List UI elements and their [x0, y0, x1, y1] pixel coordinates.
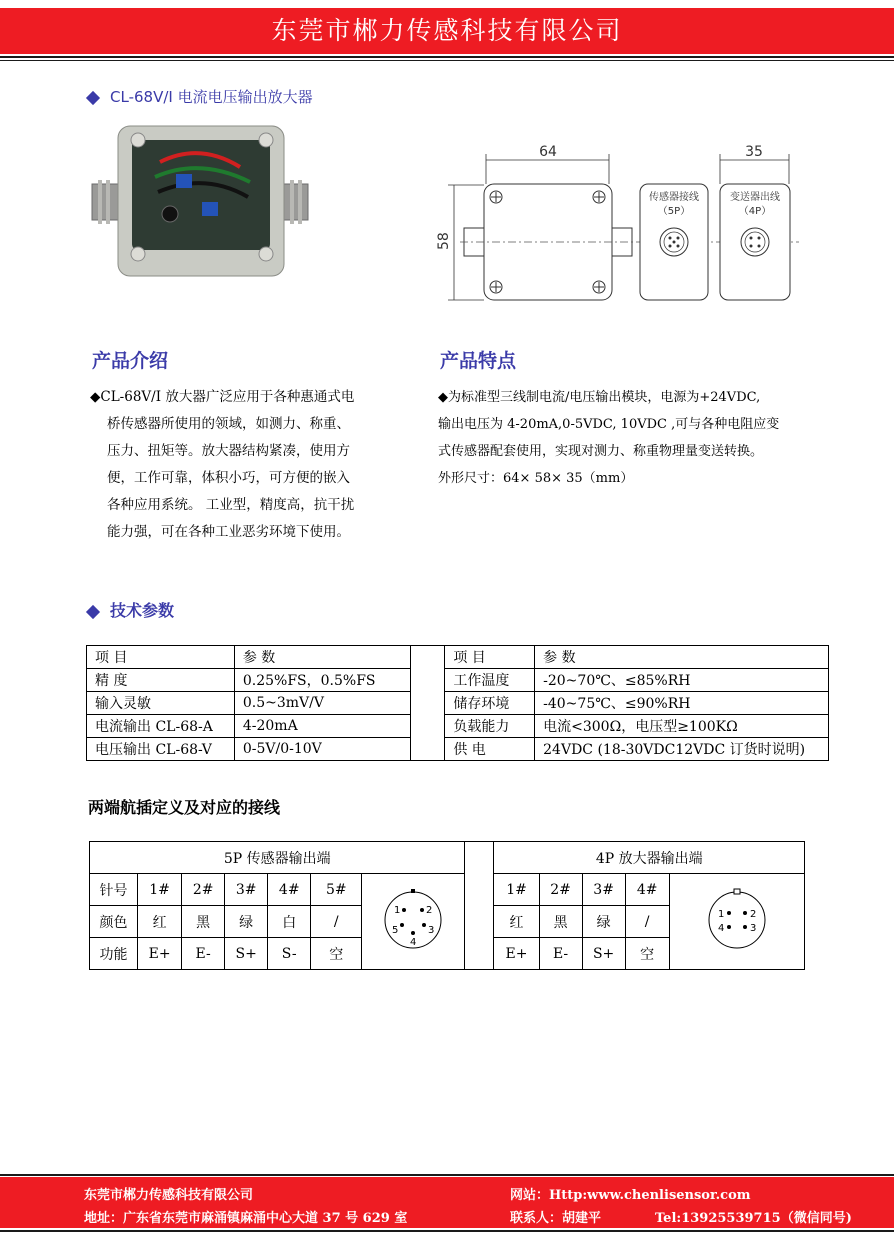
- wiring-table: [89, 841, 805, 970]
- intro-line: 便，工作可靠，体积小巧，可方便的嵌入: [107, 470, 350, 486]
- photo-right-connector-ring: [290, 180, 294, 224]
- conn4-num: 3: [749, 922, 757, 934]
- spec-header-item: 项 目: [87, 646, 235, 669]
- connector-4p-diagram-cell: [669, 874, 804, 970]
- photo-left-connector: [92, 184, 118, 220]
- table-row: [87, 646, 829, 669]
- spec-item: 供 电: [445, 738, 535, 761]
- photo-right-connector-ring-2: [298, 180, 302, 224]
- spec-item: 电流输出 CL-68-A: [87, 715, 235, 738]
- spec-header-param: 参 数: [234, 646, 410, 669]
- dimension-drawing: [434, 140, 804, 310]
- function-cell: E-: [539, 938, 582, 970]
- photo-pcb: [132, 140, 270, 250]
- features-text: [438, 384, 848, 492]
- footer-contact: 联系人：胡建平: [510, 1211, 602, 1226]
- color-cell: /: [625, 906, 669, 938]
- color-cell: 白: [268, 906, 311, 938]
- height-label: 58: [436, 232, 452, 250]
- pin-cell: 1#: [138, 874, 182, 906]
- row-label-pin: 针号: [90, 874, 138, 906]
- row-label-color: 颜色: [90, 906, 138, 938]
- pin-cell: 3#: [225, 874, 268, 906]
- photo-potentiometer-2: [202, 202, 218, 216]
- pin-cell: 4#: [268, 874, 311, 906]
- conn5-num: 5: [392, 924, 399, 936]
- conn5-num: 2: [426, 904, 433, 916]
- photo-screw-bl: [131, 247, 145, 261]
- spec-item: 储存环境: [445, 692, 535, 715]
- features-heading: 产品特点: [440, 350, 517, 372]
- color-cell: 绿: [225, 906, 268, 938]
- function-cell: 空: [625, 938, 669, 970]
- color-cell: 红: [494, 906, 539, 938]
- spec-value: -40~75℃、≤90%RH: [535, 692, 829, 715]
- connector-5p-diagram: [378, 885, 448, 955]
- function-cell: E+: [494, 938, 539, 970]
- sensor-port-pins: （5P）: [657, 206, 691, 217]
- color-cell: 黑: [539, 906, 582, 938]
- spec-header-param: 参 数: [535, 646, 829, 669]
- conn5-num: 4: [410, 936, 417, 948]
- spec-gap: [410, 646, 445, 761]
- wiring-heading: 两端航插定义及对应的接线: [88, 798, 281, 817]
- color-cell: /: [311, 906, 362, 938]
- product-photo: [90, 122, 310, 282]
- header-divider: [0, 56, 894, 58]
- spec-value: 电流<300Ω，电压型≥100KΩ: [535, 715, 829, 738]
- header-divider-thin: [0, 60, 894, 61]
- photo-right-connector: [282, 184, 308, 220]
- photo-capacitor: [162, 206, 178, 222]
- function-cell: 空: [311, 938, 362, 970]
- color-cell: 红: [138, 906, 182, 938]
- features-line: 输出电压为 4-20mA,0-5VDC, 10VDC ,可与各种电阻应变: [438, 417, 780, 432]
- spec-value: 4-20mA: [234, 715, 410, 738]
- pin-cell: 2#: [182, 874, 225, 906]
- photo-potentiometer-1: [176, 174, 192, 188]
- spec-value: 0-5V/0-10V: [234, 738, 410, 761]
- pin-cell: 5#: [311, 874, 362, 906]
- function-cell: S+: [225, 938, 268, 970]
- product-title-text: CL-68V/I 电流电压输出放大器: [110, 88, 313, 106]
- spec-header-item: 项 目: [445, 646, 535, 669]
- connector-4p-key: [734, 889, 740, 894]
- function-cell: E-: [182, 938, 225, 970]
- function-cell: S-: [268, 938, 311, 970]
- spec-item: 负载能力: [445, 715, 535, 738]
- footer-company: 东莞市郴力传感科技有限公司: [84, 1188, 254, 1203]
- photo-left-connector-ring: [98, 180, 102, 224]
- color-cell: 黑: [182, 906, 225, 938]
- color-cell: 绿: [582, 906, 625, 938]
- right-connector-title: 4P 放大器输出端: [494, 842, 805, 874]
- photo-left-connector-ring-2: [106, 180, 110, 224]
- spec-item: 工作温度: [445, 669, 535, 692]
- photo-screw-tl: [131, 133, 145, 147]
- intro-line: 压力、扭矩等。放大器结构紧凑，使用方: [107, 443, 350, 459]
- features-line: ◆为标准型三线制电流/电压输出模块，电源为+24VDC,: [438, 390, 761, 405]
- conn5-num: 1: [394, 904, 401, 916]
- intro-heading: 产品介绍: [92, 350, 169, 372]
- photo-screw-tr: [259, 133, 273, 147]
- spec-value: -20~70℃、≤85%RH: [535, 669, 829, 692]
- transmitter-port-label: 变送器出线: [730, 192, 780, 203]
- company-title: 东莞市郴力传感科技有限公司: [271, 16, 623, 45]
- pin-cell: 2#: [539, 874, 582, 906]
- conn4-num: 2: [749, 908, 757, 920]
- depth-label: 35: [745, 144, 763, 160]
- pin-cell: 1#: [494, 874, 539, 906]
- footer-phone: Tel:13925539715（微信同号): [655, 1211, 852, 1226]
- spec-item: 输入灵敏: [87, 692, 235, 715]
- connector-5p-diagram-cell: [362, 874, 465, 970]
- function-cell: S+: [582, 938, 625, 970]
- connector-5p-key: [411, 889, 415, 893]
- table-row: [87, 715, 829, 738]
- table-row: [87, 692, 829, 715]
- specs-table: [86, 645, 829, 761]
- spec-value: 0.25%FS，0.5%FS: [234, 669, 410, 692]
- intro-line: 各种应用系统。 工业型，精度高，抗干扰: [107, 497, 355, 513]
- transmitter-port-pins: （4P）: [738, 206, 772, 217]
- footer-address: 地址：广东省东莞市麻涌镇麻涌中心大道 37 号 629 室: [84, 1211, 408, 1226]
- intro-line: 能力强，可在各种工业恶劣环境下使用。: [107, 524, 350, 540]
- function-cell: E+: [138, 938, 182, 970]
- table-row: [90, 842, 805, 874]
- conn4-num: 1: [717, 908, 725, 920]
- spec-item: 精 度: [87, 669, 235, 692]
- footer-divider-bottom: [0, 1230, 894, 1232]
- features-line: 外形尺寸：64× 58× 35（mm）: [438, 471, 634, 486]
- row-label-function: 功能: [90, 938, 138, 970]
- pin-cell: 4#: [625, 874, 669, 906]
- left-connector-title: 5P 传感器输出端: [90, 842, 465, 874]
- width-label: 64: [539, 144, 557, 160]
- table-row: [87, 669, 829, 692]
- conn4-num: 4: [717, 922, 725, 934]
- pin-cell: 3#: [582, 874, 625, 906]
- intro-text: [90, 384, 410, 546]
- product-title: [88, 86, 313, 107]
- diamond-bullet-icon: [86, 90, 100, 104]
- connector-4p-diagram: [702, 885, 772, 955]
- features-line: 式传感器配套使用，实现对测力、称重物理量变送转换。: [438, 444, 764, 459]
- diamond-bullet-icon: [86, 604, 100, 618]
- table-row: [90, 874, 805, 906]
- specs-heading-text: 技术参数: [110, 601, 175, 620]
- intro-line: ◆CL-68V/I 放大器广泛应用于各种惠通式电: [90, 389, 355, 405]
- spec-value: 24VDC (18-30VDC12VDC 订货时说明): [535, 738, 829, 761]
- wiring-gap: [465, 842, 494, 970]
- spec-value: 0.5~3mV/V: [234, 692, 410, 715]
- spec-item: 电压输出 CL-68-V: [87, 738, 235, 761]
- table-row: [87, 738, 829, 761]
- specs-heading: [88, 598, 174, 621]
- sensor-port-label: 传感器接线: [649, 192, 699, 203]
- conn5-num: 3: [428, 924, 435, 936]
- intro-line: 桥传感器所使用的领域，如测力、称重、: [107, 416, 350, 432]
- photo-screw-br: [259, 247, 273, 261]
- footer-website[interactable]: 网站：Http:www.chenlisensor.com: [510, 1188, 751, 1203]
- footer-divider: [0, 1174, 894, 1176]
- connector-4p-outline: [709, 892, 765, 948]
